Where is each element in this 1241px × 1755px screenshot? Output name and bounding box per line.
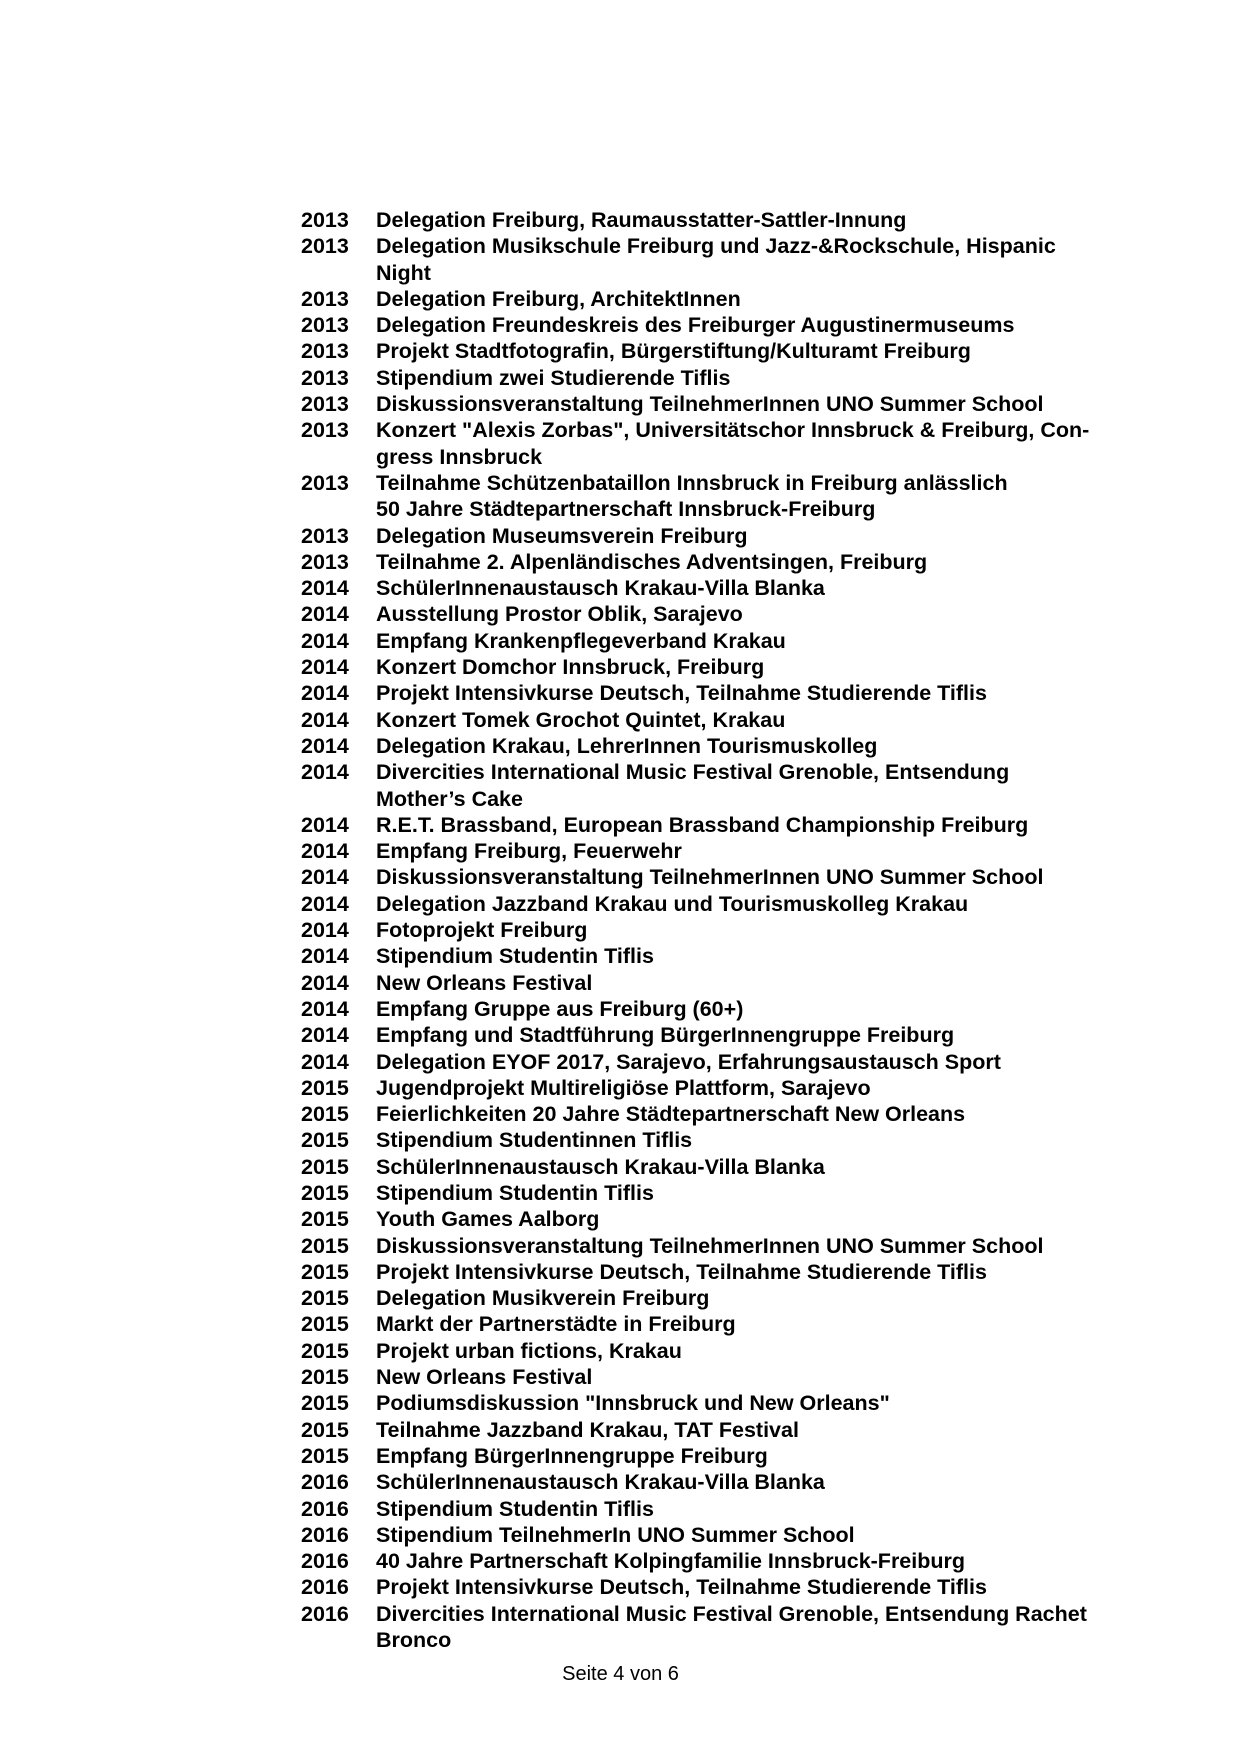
entry-text: SchülerInnenaustausch Krakau-Villa Blanka [376, 576, 825, 601]
entry-year: 2016 [301, 1549, 349, 1574]
list-item [301, 733, 1181, 759]
list-item [301, 207, 1181, 233]
entry-text: Stipendium Studentin Tiflis [376, 944, 654, 969]
entry-year: 2016 [301, 1496, 349, 1521]
list-item [301, 891, 1181, 917]
entry-year: 2015 [301, 1417, 349, 1442]
entry-year: 2014 [301, 655, 349, 680]
entry-text: Projekt urban fictions, Krakau [376, 1338, 682, 1363]
list-item [301, 1075, 1181, 1101]
list-item [301, 864, 1181, 890]
entry-year: 2014 [301, 707, 349, 732]
list-item [301, 1469, 1181, 1495]
entry-year: 2014 [301, 865, 349, 890]
entry-year: 2014 [301, 1049, 349, 1074]
list-item [301, 1338, 1181, 1364]
entry-text: Diskussionsveranstaltung TeilnehmerInnen UNO Summer School [376, 392, 1044, 417]
entry-year: 2014 [301, 733, 349, 758]
entry-text: Delegation Musikschule Freiburg und Jazz-&Rockschule, Hispanic Night [376, 234, 1056, 285]
list-item [301, 1548, 1181, 1574]
list-item [301, 470, 1181, 523]
entry-text: Projekt Intensivkurse Deutsch, Teilnahme Studierende Tiflis [376, 681, 987, 706]
list-item [301, 1285, 1181, 1311]
entry-year: 2013 [301, 523, 349, 548]
entry-year: 2014 [301, 891, 349, 916]
entry-year: 2015 [301, 1443, 349, 1468]
entry-year: 2015 [301, 1154, 349, 1179]
entry-text: Jugendprojekt Multireligiöse Plattform, Sarajevo [376, 1075, 871, 1100]
list-item [301, 654, 1181, 680]
entry-year: 2015 [301, 1338, 349, 1363]
list-item [301, 1101, 1181, 1127]
entry-text: Delegation Freiburg, ArchitektInnen [376, 286, 741, 311]
entry-year: 2015 [301, 1102, 349, 1127]
entry-text: Podiumsdiskussion "Innsbruck und New Orleans" [376, 1391, 890, 1416]
entry-year: 2015 [301, 1312, 349, 1337]
entry-year: 2014 [301, 812, 349, 837]
entry-year: 2015 [301, 1286, 349, 1311]
entry-text: Fotoprojekt Freiburg [376, 918, 588, 943]
list-item [301, 917, 1181, 943]
entry-year: 2013 [301, 286, 349, 311]
entry-year: 2015 [301, 1391, 349, 1416]
list-item [301, 417, 1181, 470]
entry-year: 2015 [301, 1180, 349, 1205]
entry-year: 2016 [301, 1575, 349, 1600]
entry-year: 2014 [301, 1023, 349, 1048]
list-item [301, 680, 1181, 706]
list-item [301, 1127, 1181, 1153]
list-item [301, 575, 1181, 601]
list-item [301, 996, 1181, 1022]
entry-year: 2015 [301, 1075, 349, 1100]
entry-text: Diskussionsveranstaltung TeilnehmerInnen UNO Summer School [376, 1233, 1044, 1258]
entry-text: SchülerInnenaustausch Krakau-Villa Blanka [376, 1470, 825, 1495]
list-item [301, 523, 1181, 549]
list-item [301, 1390, 1181, 1416]
entry-text: Empfang BürgerInnengruppe Freiburg [376, 1443, 768, 1468]
list-item [301, 1022, 1181, 1048]
entry-year: 2014 [301, 760, 349, 785]
entry-text: Delegation EYOF 2017, Sarajevo, Erfahrungsaustausch Sport [376, 1049, 1001, 1074]
entry-text: Divercities International Music Festival Grenoble, Entsendung Rachet Bronco [376, 1601, 1087, 1653]
list-item [301, 759, 1181, 812]
entry-text: Delegation Krakau, LehrerInnen Tourismuskolleg [376, 733, 878, 758]
page-footer: Seite 4 von 6 [562, 1663, 679, 1685]
entry-text: Empfang Krankenpflegeverband Krakau [376, 628, 786, 653]
list-item [301, 628, 1181, 654]
entry-year: 2015 [301, 1207, 349, 1232]
entry-text: Stipendium zwei Studierende Tiflis [376, 365, 731, 390]
entry-year: 2014 [301, 970, 349, 995]
entry-year: 2016 [301, 1522, 349, 1547]
entry-year: 2015 [301, 1259, 349, 1284]
entry-text: Stipendium Studentin Tiflis [376, 1180, 654, 1205]
entry-text: Stipendium Studentinnen Tiflis [376, 1128, 693, 1153]
list-item [301, 1233, 1181, 1259]
entry-year: 2013 [301, 418, 349, 443]
entry-text: New Orleans Festival [376, 970, 593, 995]
list-item [301, 707, 1181, 733]
list-item [301, 1522, 1181, 1548]
list-item [301, 838, 1181, 864]
entry-text: Stipendium Studentin Tiflis [376, 1496, 654, 1521]
entry-year: 2013 [301, 339, 349, 364]
list-item [301, 365, 1181, 391]
event-list [301, 207, 1181, 1653]
list-item [301, 391, 1181, 417]
entry-year: 2014 [301, 944, 349, 969]
list-item [301, 1311, 1181, 1337]
entry-year: 2015 [301, 1233, 349, 1258]
entry-text: Teilnahme Schützenbataillon Innsbruck in Freiburg anlässlich 50 Jahre Städtepartnerschaft Innsbruck-Freiburg [376, 470, 1008, 522]
entry-year: 2014 [301, 681, 349, 706]
entry-year: 2013 [301, 313, 349, 338]
list-item [301, 549, 1181, 575]
list-item [301, 1601, 1181, 1654]
list-item [301, 1259, 1181, 1285]
entry-text: SchülerInnenaustausch Krakau-Villa Blanka [376, 1154, 825, 1179]
entry-text: Teilnahme 2. Alpenländisches Adventsingen, Freiburg [376, 549, 928, 574]
entry-text: Divercities International Music Festival Grenoble, Entsendung Mother’s Cake [376, 760, 1010, 811]
list-item [301, 1364, 1181, 1390]
entry-year: 2015 [301, 1365, 349, 1390]
entry-year: 2013 [301, 365, 349, 390]
list-item [301, 1443, 1181, 1469]
entry-text: Diskussionsveranstaltung TeilnehmerInnen UNO Summer School [376, 865, 1044, 890]
entry-text: Konzert Tomek Grochot Quintet, Krakau [376, 707, 786, 732]
list-item [301, 1180, 1181, 1206]
entry-text: Feierlichkeiten 20 Jahre Städtepartnerschaft New Orleans [376, 1102, 966, 1127]
entry-text: 40 Jahre Partnerschaft Kolpingfamilie Innsbruck-Freiburg [376, 1549, 966, 1574]
list-item [301, 970, 1181, 996]
entry-year: 2014 [301, 628, 349, 653]
list-item [301, 1417, 1181, 1443]
entry-text: Empfang und Stadtführung BürgerInnengruppe Freiburg [376, 1023, 955, 1048]
list-item [301, 1574, 1181, 1600]
entry-text: Empfang Gruppe aus Freiburg (60+) [376, 996, 744, 1021]
entry-year: 2013 [301, 234, 349, 259]
entry-text: Konzert Domchor Innsbruck, Freiburg [376, 655, 765, 680]
entry-text: Empfang Freiburg, Feuerwehr [376, 839, 682, 864]
entry-text: Projekt Intensivkurse Deutsch, Teilnahme Studierende Tiflis [376, 1575, 987, 1600]
list-item [301, 338, 1181, 364]
entry-text: Delegation Museumsverein Freiburg [376, 523, 748, 548]
entry-text: Delegation Musikverein Freiburg [376, 1286, 710, 1311]
list-item [301, 943, 1181, 969]
entry-year: 2014 [301, 996, 349, 1021]
entry-year: 2016 [301, 1601, 349, 1626]
entry-year: 2016 [301, 1470, 349, 1495]
list-item [301, 312, 1181, 338]
entry-year: 2014 [301, 839, 349, 864]
list-item [301, 286, 1181, 312]
entry-text: Teilnahme Jazzband Krakau, TAT Festival [376, 1417, 799, 1442]
list-item [301, 1049, 1181, 1075]
entry-year: 2013 [301, 392, 349, 417]
entry-text: Projekt Stadtfotografin, Bürgerstiftung/Kulturamt Freiburg [376, 339, 971, 364]
entry-text: Delegation Freundeskreis des Freiburger Augustinermuseums [376, 313, 1015, 338]
entry-text: Projekt Intensivkurse Deutsch, Teilnahme Studierende Tiflis [376, 1259, 987, 1284]
entry-text: Konzert "Alexis Zorbas", Universitätschor Innsbruck & Freiburg, Con- gress Innsbruck [376, 418, 1090, 469]
list-item [301, 233, 1181, 286]
entry-text: Youth Games Aalborg [376, 1207, 600, 1232]
entry-year: 2014 [301, 602, 349, 627]
entry-text: Delegation Freiburg, Raumausstatter-Sattler-Innung [376, 208, 907, 232]
entry-text: Stipendium TeilnehmerIn UNO Summer School [376, 1522, 855, 1547]
entry-text: Markt der Partnerstädte in Freiburg [376, 1312, 736, 1337]
list-item [301, 812, 1181, 838]
list-item [301, 601, 1181, 627]
list-item [301, 1206, 1181, 1232]
entry-year: 2015 [301, 1128, 349, 1153]
entry-year: 2013 [301, 208, 349, 232]
list-item [301, 1154, 1181, 1180]
entry-text: Delegation Jazzband Krakau und Tourismuskolleg Krakau [376, 891, 969, 916]
entry-text: Ausstellung Prostor Oblik, Sarajevo [376, 602, 743, 627]
entry-year: 2013 [301, 470, 349, 495]
entry-year: 2014 [301, 576, 349, 601]
entry-year: 2014 [301, 918, 349, 943]
entry-text: R.E.T. Brassband, European Brassband Championship Freiburg [376, 812, 1029, 837]
list-item [301, 1496, 1181, 1522]
entry-year: 2013 [301, 549, 349, 574]
entry-text: New Orleans Festival [376, 1365, 593, 1390]
